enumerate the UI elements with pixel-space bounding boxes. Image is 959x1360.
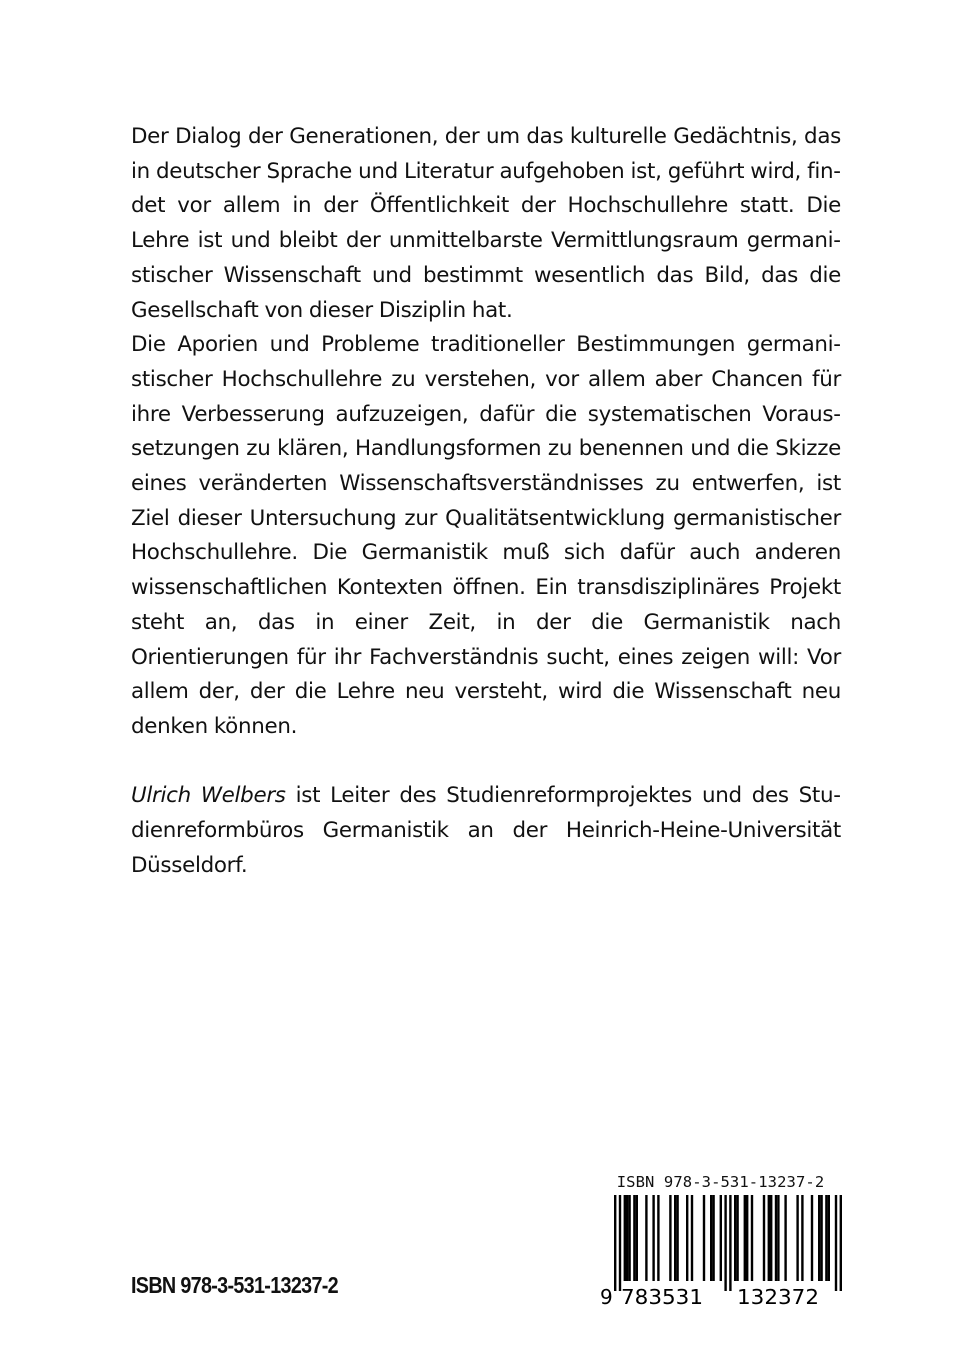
barcode-bars [614,1195,842,1291]
barcode-bar [818,1195,820,1281]
barcode-bar [703,1195,705,1281]
barcode-bar [626,1195,628,1281]
barcode-bar [775,1195,777,1281]
barcode-bar [614,1195,616,1291]
barcode-bar [729,1195,731,1291]
barcode-isbn-label: ISBN 978-3-531-13237-2 [616,1173,825,1191]
barcode-bar [724,1195,726,1291]
barcode-bar [633,1195,635,1281]
blurb-paragraph-2: Die Aporien und Probleme traditioneller Bestimmungen germanistischer Hochschullehre zu verstehen, vor allem aber Chancen für ihre Verbesserung aufzuzeigen, dafür die systematischen Voraussetzungen zu klären, Handlungsformen zu benennen und die Skizze eines veränderten Wissenschaftsverständnisses zu entwerfen, ist Ziel dieser Untersuchung zur Qualitätsentwicklung germanistischer Hochschullehre. Die Germanistik muß sich dafür auch anderen wissenschaftlichen Kontexten öffnen. Ein transdisziplinäres Projekt steht an, das in einer Zeit, in der die Germanistik nach Orientierungen für ihr Fachverständnis sucht, eines zeigen will: Vor allem der, der die Lehre neu versteht, wird die Wissenschaft neu denken können. [131,332,841,739]
barcode-bar [669,1195,671,1281]
barcode-bar [645,1195,647,1281]
barcode-bar [676,1195,678,1281]
barcode-bar [784,1195,786,1281]
barcode-bar [811,1195,813,1281]
barcode-bar [657,1195,659,1281]
barcode-bar [624,1195,626,1281]
barcode-bar [619,1195,621,1291]
barcode-bar [751,1195,753,1281]
barcode-bar [652,1195,654,1281]
author-name: Ulrich Welbers [131,783,286,809]
barcode-bar [801,1195,803,1281]
barcode-bar [744,1195,746,1281]
barcode-bar [763,1195,765,1281]
barcode-digit-lead: 9 [600,1285,613,1307]
author-bio-text: ist Leiter des Studienreformprojektes und des Studienreformbüros Germanistik an der Heinrich-Heine-Universität Düsseldorf. [131,783,841,878]
back-cover-text [131,120,841,883]
barcode-bar [636,1195,638,1281]
barcode-bar [825,1195,827,1281]
blurb-paragraph-1: Der Dialog der Generationen, der um das kulturelle Gedächtnis, das in deutscher Sprache und Literatur aufgehoben ist, geführt wird, findet vor allem in der Öffentlichkeit der Hochschullehre statt. Die Lehre ist und bleibt der unmittelbarste Vermittlungsraum germanistischer Wissenschaft und bestimmt wesentlich das Bild, das die Gesellschaft von dieser Disziplin hat. [131,124,841,323]
barcode-bar [674,1195,676,1281]
isbn-label: ISBN 978-3-531-13237-2 [131,1272,338,1298]
barcode-digits-right: 132372 [737,1285,819,1307]
barcode-bar [746,1195,748,1281]
barcode-bar [768,1195,770,1281]
barcode-bar [777,1195,779,1281]
barcode-digits-left: 783531 [621,1285,703,1307]
barcode-bar [820,1195,822,1281]
barcode-bar [796,1195,798,1281]
barcode-bar [686,1195,688,1281]
barcode-bar [712,1195,714,1281]
barcode-bar [720,1195,722,1281]
barcode-bar [828,1195,830,1281]
barcode-bar [734,1195,736,1281]
barcode-bar [835,1195,837,1291]
barcode-bar [691,1195,693,1281]
barcode-bar [840,1195,842,1291]
barcode-bar [736,1195,738,1281]
barcode-bar [770,1195,772,1281]
author-bio [131,779,841,883]
barcode-bar [628,1195,630,1281]
barcode [598,1173,843,1307]
barcode-graphic [598,1195,843,1307]
barcode-bar [710,1195,712,1281]
